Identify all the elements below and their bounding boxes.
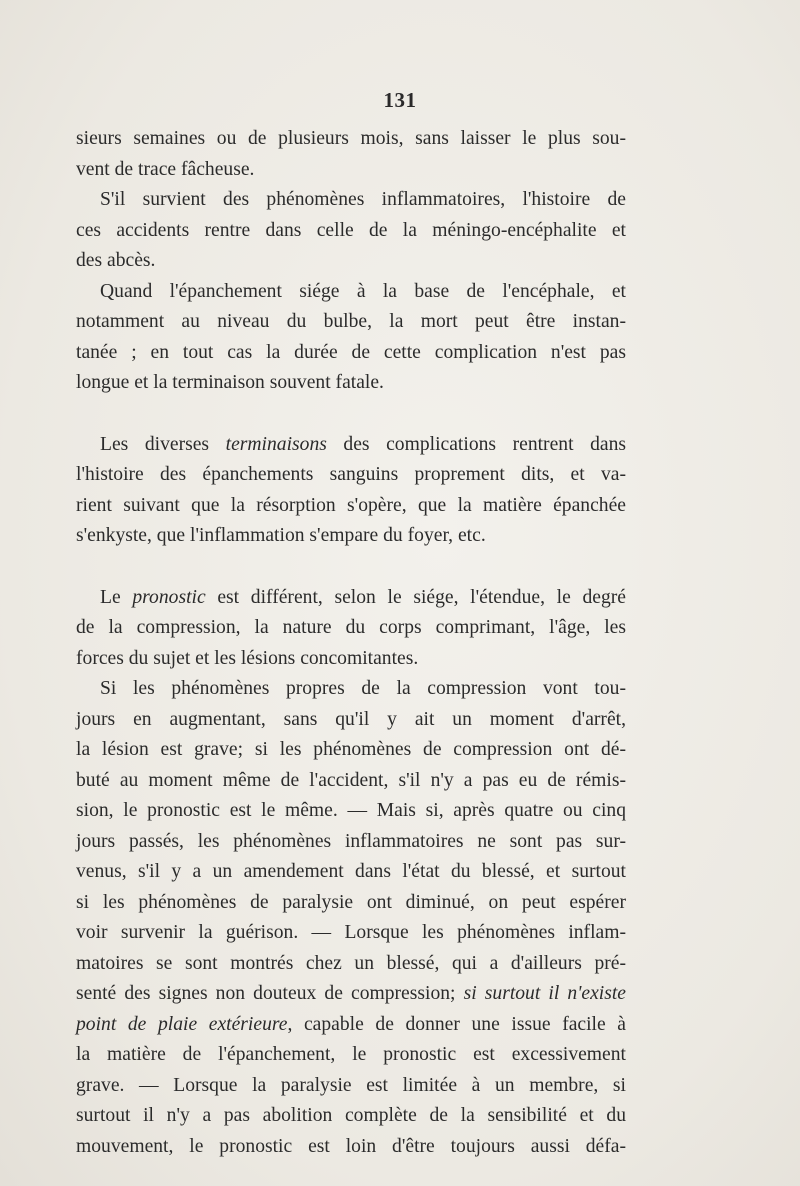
text-line: mouvement, le pronostic est loin d'être toujours aussi défa- — [76, 1135, 626, 1157]
text-run: , capable de donner une issue facile à — [287, 1013, 627, 1035]
emphasis-phrase: point de plaie extérieure — [76, 1013, 288, 1035]
text-line: sieurs semaines ou de plusieurs mois, sans laisser le plus sou- — [76, 128, 626, 149]
text-line: jours en augmentant, sans qu'il y ait un moment d'arrêt, — [76, 708, 626, 730]
text-line: forces du sujet et les lésions concomitantes. — [76, 647, 419, 669]
text-line: grave. — Lorsque la paralysie est limitée à un membre, si — [76, 1074, 626, 1096]
text-line: matoires se sont montrés chez un blessé, qui a d'ailleurs pré- — [76, 952, 626, 974]
text-line: voir survenir la guérison. — Lorsque les phénomènes inflam- — [76, 922, 626, 943]
paragraph-2 — [76, 185, 626, 277]
text-line: S'il survient des phénomènes inflammatoires, l'histoire de — [100, 189, 626, 210]
text-line: buté au moment même de l'accident, s'il n'y a pas eu de rémis- — [76, 769, 626, 791]
text-run: Les diverses — [100, 433, 226, 455]
text-line: des abcès. — [76, 250, 156, 271]
text-line: vent de trace fâcheuse. — [76, 158, 255, 180]
text-line: de la compression, la nature du corps comprimant, l'âge, les — [76, 617, 626, 638]
text-line: Si les phénomènes propres de la compression vont tou- — [100, 678, 626, 699]
text-line: la lésion est grave; si les phénomènes de compression ont dé- — [76, 739, 626, 760]
text-line: s'enkyste, que l'inflammation s'empare du foyer, etc. — [76, 525, 486, 546]
text-run: senté des signes non douteux de compression; — [76, 983, 464, 1004]
text-line: rient suivant que la résorption s'opère, que la matière épanchée — [76, 494, 626, 516]
paragraph-terminaisons — [76, 430, 626, 552]
emphasis-phrase: si surtout il n'existe — [463, 983, 626, 1004]
paragraph-1 — [76, 124, 626, 185]
paragraph-compression — [76, 674, 626, 1162]
text-line: sion, le pronostic est le même. — Mais si, après quatre ou cinq — [76, 800, 626, 821]
emphasis-term: terminaisons — [225, 433, 327, 455]
paragraph-spacer — [76, 399, 626, 430]
text-line: longue et la terminaison souvent fatale. — [76, 372, 384, 393]
emphasis-term: pronostic — [132, 586, 206, 608]
text-line: tanée ; en tout cas la durée de cette complication n'est pas — [76, 341, 626, 363]
text-line: l'histoire des épanchements sanguins proprement dits, et va- — [76, 464, 626, 485]
text-line: si les phénomènes de paralysie ont diminué, on peut espérer — [76, 891, 626, 913]
text-run: est différent, selon le siége, l'étendue, le degré — [205, 586, 626, 608]
page-number: 131 — [383, 88, 417, 112]
text-line: jours passés, les phénomènes inflammatoires ne sont pas sur- — [76, 830, 626, 852]
text-line: ces accidents rentre dans celle de la méningo-encéphalite et — [76, 219, 626, 241]
text-line: la matière de l'épanchement, le pronostic est excessivement — [76, 1044, 626, 1065]
text-body — [76, 124, 626, 1162]
text-line — [76, 583, 626, 614]
text-line — [76, 979, 626, 1010]
paragraph-pronostic — [76, 583, 626, 675]
text-run: Le — [100, 586, 133, 608]
paragraph-3 — [76, 277, 626, 399]
text-line: venus, s'il y a un amendement dans l'état du blessé, et surtout — [76, 861, 626, 882]
text-line: surtout il n'y a pas abolition complète de la sensibilité et du — [76, 1105, 626, 1126]
paragraph-spacer — [76, 552, 626, 583]
text-line — [76, 1010, 626, 1041]
text-line: notamment au niveau du bulbe, la mort peut être instan- — [76, 311, 626, 332]
text-line — [76, 430, 626, 461]
text-line: Quand l'épanchement siége à la base de l'encéphale, et — [100, 280, 626, 302]
text-run: des complications rentrent dans — [326, 433, 626, 455]
